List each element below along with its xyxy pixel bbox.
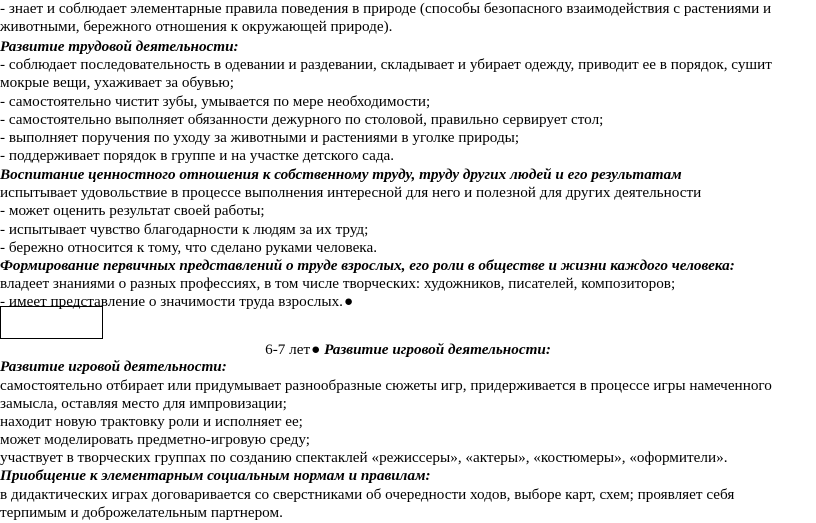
text-line: мокрые вещи, ухаживает за обувью; bbox=[0, 74, 234, 91]
text-line: - знает и соблюдает элементарные правила поведения в природе (способы безопасного взаимодействия с растениями и bbox=[0, 0, 772, 17]
text-line bbox=[0, 292, 816, 312]
empty-table-cell bbox=[0, 306, 103, 339]
text-line: - поддерживает порядок в группе и на участке детского сада. bbox=[0, 147, 395, 164]
text-line: животными, бережного отношения к окружающей природе). bbox=[0, 18, 393, 35]
age-label: 6-7 лет bbox=[265, 341, 311, 358]
text-line: может моделировать предметно-игровую среду; bbox=[0, 431, 311, 448]
text-line: - самостоятельно выполняет обязанности дежурного по столовой, правильно сервирует стол; bbox=[0, 111, 604, 128]
text-line: находит новую трактовку роли и исполняет ее; bbox=[0, 413, 303, 430]
text-line: - испытывает чувство благодарности к людям за их труд; bbox=[0, 221, 369, 238]
section-heading: Приобщение к элементарным социальным нормам и правилам: bbox=[0, 467, 431, 484]
text-line: - соблюдает последовательность в одевании и раздевании, складывает и убирает одежду, приводит ее в порядок, сушит bbox=[0, 56, 772, 73]
age-heading: Развитие игровой деятельности: bbox=[320, 341, 551, 358]
text-line: - выполняет поручения по уходу за животными и растениями в уголке природы; bbox=[0, 129, 520, 146]
text-line: - самостоятельно чистит зубы, умывается по мере необходимости; bbox=[0, 93, 431, 110]
text-line: терпимым и доброжелательным партнером. bbox=[0, 504, 283, 521]
text-line: - может оценить результат своей работы; bbox=[0, 202, 265, 219]
bullet-icon: ● bbox=[311, 341, 321, 358]
text-line: - бережно относится к тому, что сделано руками человека. bbox=[0, 239, 377, 256]
text-line: самостоятельно отбирает или придумывает разнообразные сюжеты игр, придерживается в процессе игры намеченного bbox=[0, 377, 772, 394]
text-line: владеет знаниями о разных профессиях, в том числе творческих: художников, писателей, композиторов; bbox=[0, 275, 676, 292]
text-span: - имеет представление о значимости труда взрослых. bbox=[0, 293, 343, 310]
bullet-icon: ● bbox=[343, 293, 354, 310]
section-heading: Формирование первичных представлений о труде взрослых, его роли в обществе и жизни каждого человека: bbox=[0, 257, 735, 274]
text-line: в дидактических играх договаривается со сверстниками об очередности ходов, выборе карт, схем; проявляет себя bbox=[0, 486, 735, 503]
section-heading: Воспитание ценностного отношения к собственному труду, труду других людей и его результатам bbox=[0, 166, 682, 183]
text-line: замысла, оставляя место для импровизации; bbox=[0, 395, 287, 412]
section-heading: Развитие игровой деятельности: bbox=[0, 358, 227, 375]
section-heading: Развитие трудовой деятельности: bbox=[0, 38, 239, 55]
text-line: испытывает удовольствие в процессе выполнения интересной для него и полезной для других деятельности bbox=[0, 184, 702, 201]
text-line: участвует в творческих группах по созданию спектаклей «режиссеры», «актеры», «костюмеры», «оформители». bbox=[0, 449, 728, 466]
